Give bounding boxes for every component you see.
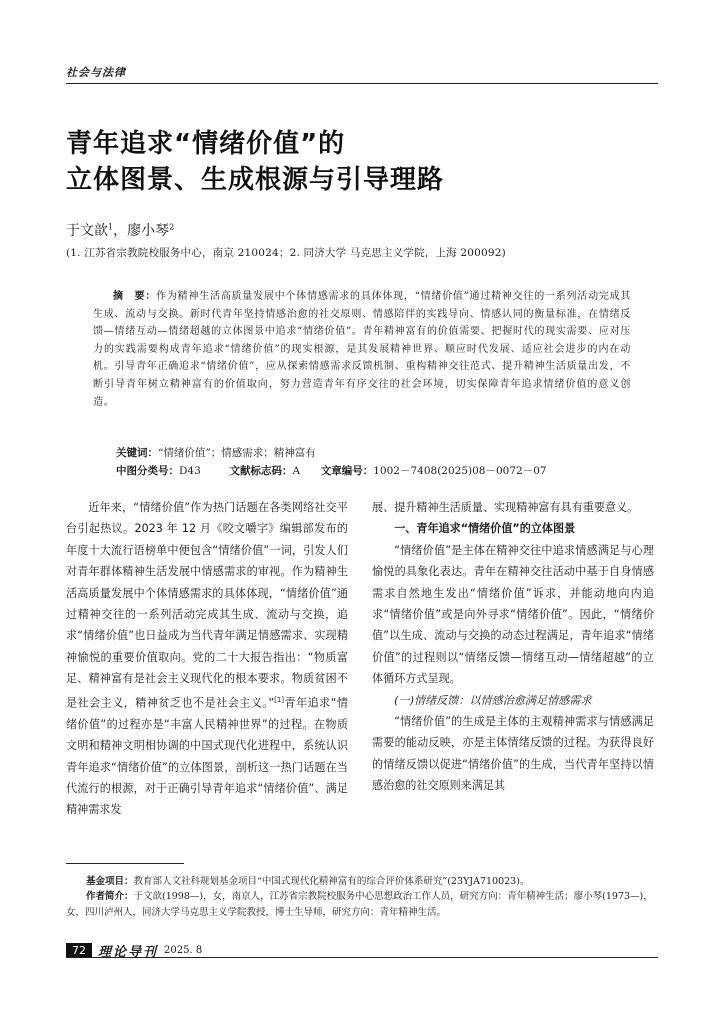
funding-note (86, 873, 529, 887)
body-column-right (372, 497, 654, 797)
keywords-label: 关键词： (116, 447, 158, 459)
affiliations: (1. 江苏省宗教院校服务中心，南京 210024；2. 同济大学 马克思主义学院，上海 200092) (66, 247, 506, 259)
author-separator: ， (113, 223, 128, 239)
funding-text: 教育部人文社科规划基金项目“中国式现代化精神富有的综合评价体系研究”(23YJA710023)。 (133, 876, 530, 887)
body-column-left (66, 497, 348, 821)
class-value: D43 (179, 465, 201, 477)
author-bio (66, 889, 660, 921)
bio-label: 作者简介： (86, 891, 134, 902)
abstract-label: 摘 要： (113, 291, 157, 302)
bio-text: 于文歆(1998—)，女，南京人，江苏省宗教院校服务中心思想政治工作人员，研究方向：青年精神生活；廖小琴(1973—)，女，四川泸州人，同济大学马克思主义学院教授，博士生导师，研究方向：青年精神生活。 (66, 891, 653, 918)
intro-continuation: 展、提升精神生活质量、实现精神富有具有重要意义。 (372, 501, 639, 514)
title-line-2: 立体图景、生成根源与引导理路 (66, 165, 445, 195)
abstract (93, 288, 631, 411)
title-line-1: 青年追求“情绪价值”的 (66, 129, 346, 159)
author-1: 于文歆 (66, 223, 108, 239)
footnote-rule (66, 863, 184, 864)
intro-text-b: 青年追求“情绪价值”的过程亦是“丰富人民精神世界”的过程。在物质文明和精神文明相协调的中国式现代化进程中，系统认识青年追求“情绪价值”的立体图景，剖析这一热门话题在当代流行的根源，对于正确引导青年追求“情绪价值”、满足精神需求发 (66, 696, 349, 817)
class-label: 中图分类号： (116, 465, 179, 477)
author-1-affil-mark: 1 (108, 222, 114, 232)
doc-code-label: 文献标志码： (229, 465, 293, 477)
article-no-label: 文章编号： (320, 465, 374, 477)
issue-date: 2025. 8 (164, 945, 203, 956)
keywords-text: “情绪价值”；情感需求；精神富有 (158, 447, 316, 459)
classification-line (116, 463, 547, 478)
doc-code-value: A (292, 465, 301, 477)
section-label: 社会与法律 (66, 66, 126, 79)
section-heading-1: 一、青年追求“情绪价值”的立体图景 (394, 522, 576, 536)
abstract-text: 作为精神生活高质量发展中个体情感需求的具体体现，“情绪价值”通过精神交往的一系列活动完成其生成、流动与交换。新时代青年坚持情感治愈的社交原则、情感陪伴的实践导向、情感认同的衡量标准，在情绪反馈—情绪互动—情绪超越的立体图景中追求“情绪价值”。青年精神富有的价值需要、把握时代的现实需要、应对压力的实践需要构成青年追求“情绪价值”的现实根源，是其发展精神世界、顺应时代发展、适应社会进步的内在动机。引导青年正确追求“情绪价值”，应从探索情感需求反馈机制、重构精神交往范式、提升精神生活质量出发，不断引导青年树立精神富有的价值取向，努力营造青年有序交往的社会环境，切实保障青年追求情绪价值的意义创造。 (93, 291, 631, 408)
article-title (66, 126, 444, 198)
author-2: 廖小琴 (127, 223, 170, 239)
funding-label: 基金项目： (86, 876, 134, 887)
subsection-1-paragraph: “情绪价值”的生成是主体的主观精神需求与情感满足需要的能动反映，亦是主体情绪反馈的过程。为获得良好的情绪反馈以促进“情绪价值”的生成，当代青年坚持以情感治愈的社交原则来满足其 (372, 715, 654, 793)
article-no-value: 1002－7408(2025)08－0072－07 (373, 465, 547, 477)
subsection-heading-1: (一)情绪反馈：以情感治愈满足情感需求 (394, 693, 592, 707)
intro-text-a: 近年来，“情绪价值”作为热门话题在各类网络社交平台引起热议。2023 年 12 月《咬文嚼字》编辑部发布的年度十大流行语榜单中便包含“情绪价值”一词，引发人们对青年群体精神生活发展中情感需求的审视。作为精神生活高质量发展中个体情感需求的具体体现，“情绪价值”通过精神交往的一系列活动完成其生成、流动与交换，追求“情绪价值”也日益成为当代青年满足情感需求、实现精神愉悦的重要价值取向。党的二十大报告指出：“物质富足、精神富有是社会主义现代化的根本要求。物质贫困不是社会主义，精神贫乏也不是社会主义。” (66, 501, 348, 710)
author-line (66, 220, 174, 240)
journal-name: 理论导刊 (98, 945, 159, 960)
citation-1: [1] (274, 695, 285, 704)
section-1-paragraph: “情绪价值”是主体在精神交往中追求情感满足与心理愉悦的具象化表达。青年在精神交往活动中基于自身情感需求自然地生发出“情绪价值”诉求，并能动地向内追求“情绪价值”或是向外寻求“情绪价值”。因此，“情绪价值”以生成、流动与交换的动态过程满足，青年追求“情绪价值”的过程则以“情绪反馈—情绪互动—情绪超越”的立体循环方式呈现。 (372, 543, 654, 686)
author-2-affil-mark: 2 (169, 222, 175, 232)
intro-paragraph (66, 497, 348, 821)
footer-rule (66, 957, 658, 958)
header-rule (66, 83, 658, 84)
page-number: 72 (66, 943, 92, 958)
keywords (116, 445, 316, 460)
